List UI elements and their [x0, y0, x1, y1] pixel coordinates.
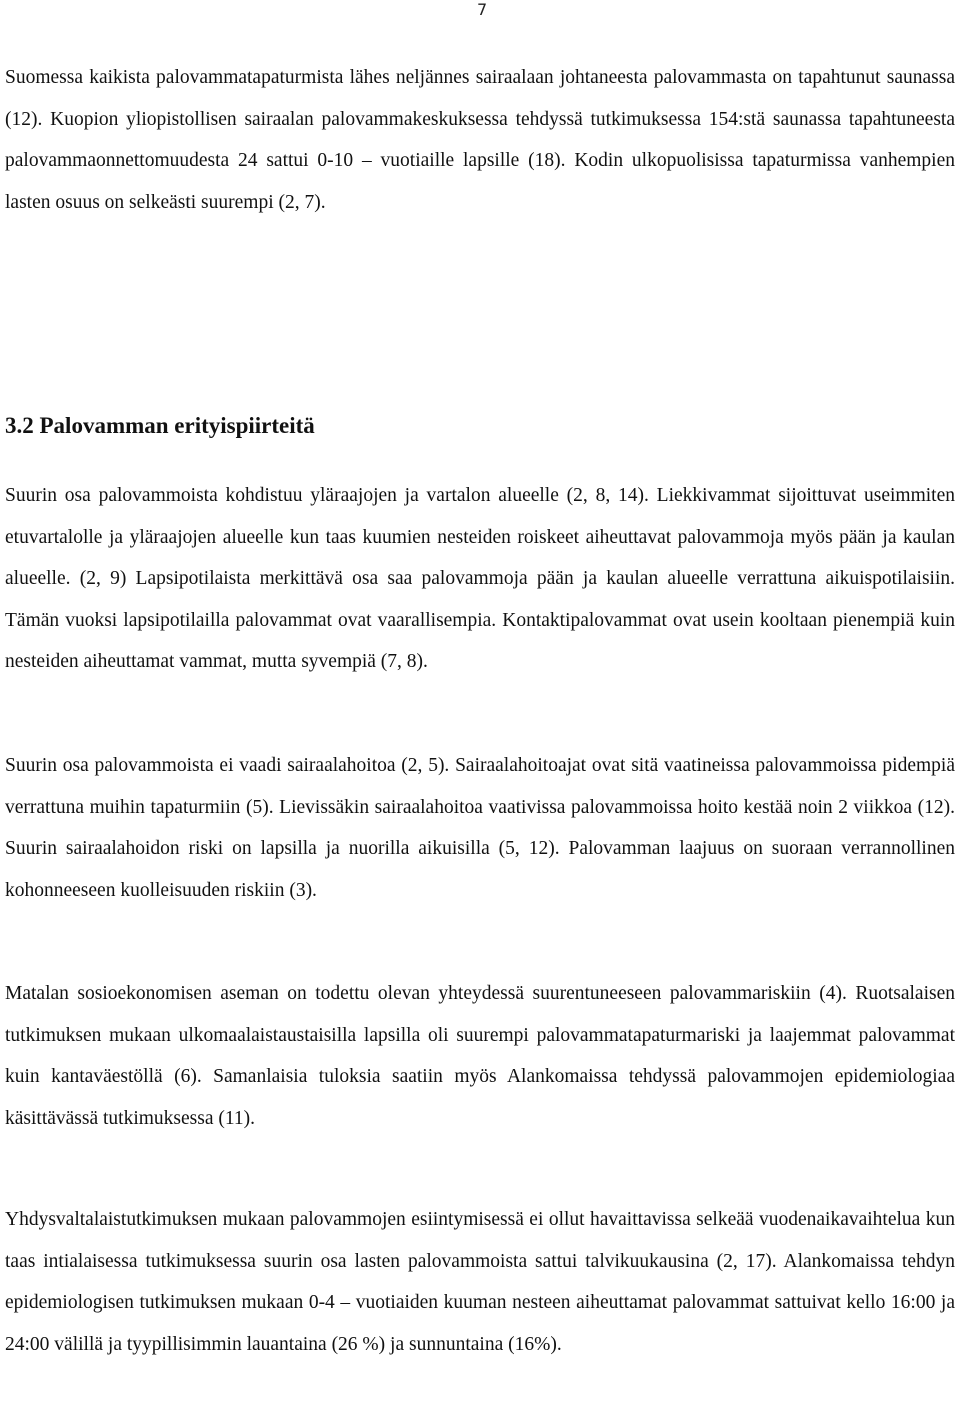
paragraph-hospital-care: Suurin osa palovammoista ei vaadi sairaalahoitoa (2, 5). Sairaalahoitoajat ovat sitä vaatineissa palovammoissa pidempiä verrattuna muihin tapaturmiin (5). Lievissäkin sairaalahoitoa vaativissa palovammoissa hoito kestää noin 2 viikkoa (12). Suurin sairaalahoidon riski on lapsilla ja nuorilla aikuisilla (5, 12). Palovamman laajuus on suoraan verrannollinen kohonneeseen kuolleisuuden riskiin (3). [5, 755, 955, 901]
page-number: 7 [477, 0, 488, 19]
paragraph-seasonal-variation: Yhdysvaltalaistutkimuksen mukaan palovammojen esiintymisessä ei ollut havaittavissa selkeää vuodenaikavaihtelua kun taas intialaisessa tutkimuksessa suurin osa lasten palovammoista sattui talvikuukausina (2, 17). Alankomaissa tehdyn epidemiologisen tutkimuksen mukaan 0-4 – vuotiaiden kuuman nesteen aiheuttamat palovammat sattuivat kello 16:00 ja 24:00 välillä ja tyypillisimmin lauantaina (26 %) ja sunnuntaina (16%). [5, 1209, 955, 1355]
paragraph-socioeconomic: Matalan sosioekonomisen aseman on todettu olevan yhteydessä suurentuneeseen palovammariskiin (4). Ruotsalaisen tutkimuksen mukaan ulkomaalaistaustaisilla lapsilla oli suurempi palovammatapaturmariski ja laajemmat palovammat kuin kantaväestöllä (6). Samanlaisia tuloksia saatiin myös Alankomaissa tehdyssä palovammojen epidemiologiaa käsittävässä tutkimuksessa (11). [5, 983, 955, 1129]
paragraph-burn-locations: Suurin osa palovammoista kohdistuu yläraajojen ja vartalon alueelle (2, 8, 14). Liekkivammat sijoittuvat useimmiten etuvartalolle ja yläraajojen alueelle kun taas kuumien nesteiden roiskeet aiheuttavat palovammoja myös pään ja kaulan alueelle. (2, 9) Lapsipotilaista merkittävä osa saa palovammoja pään ja kaulan alueelle verrattuna aikuispotilaisiin. Tämän vuoksi lapsipotilailla palovammat ovat vaarallisempia. Kontaktipalovammat ovat usein kooltaan pienempiä kuin nesteiden aiheuttamat vammat, mutta syvempiä (7, 8). [5, 485, 955, 672]
section-heading: 3.2 Palovamman erityispiirteitä [5, 413, 315, 438]
paragraph-sauna-burns: Suomessa kaikista palovammatapaturmista lähes neljännes sairaalaan johtaneesta palovammasta on tapahtunut saunassa (12). Kuopion yliopistollisen sairaalan palovammakeskuksessa tehdyssä tutkimuksessa 154:stä saunassa tapahtuneesta palovammaonnettomuudesta 24 sattui 0-10 – vuotiaille lapsille (18). Kodin ulkopuolisissa tapaturmissa vanhempien lasten osuus on selkeästi suurempi (2, 7). [5, 67, 955, 213]
